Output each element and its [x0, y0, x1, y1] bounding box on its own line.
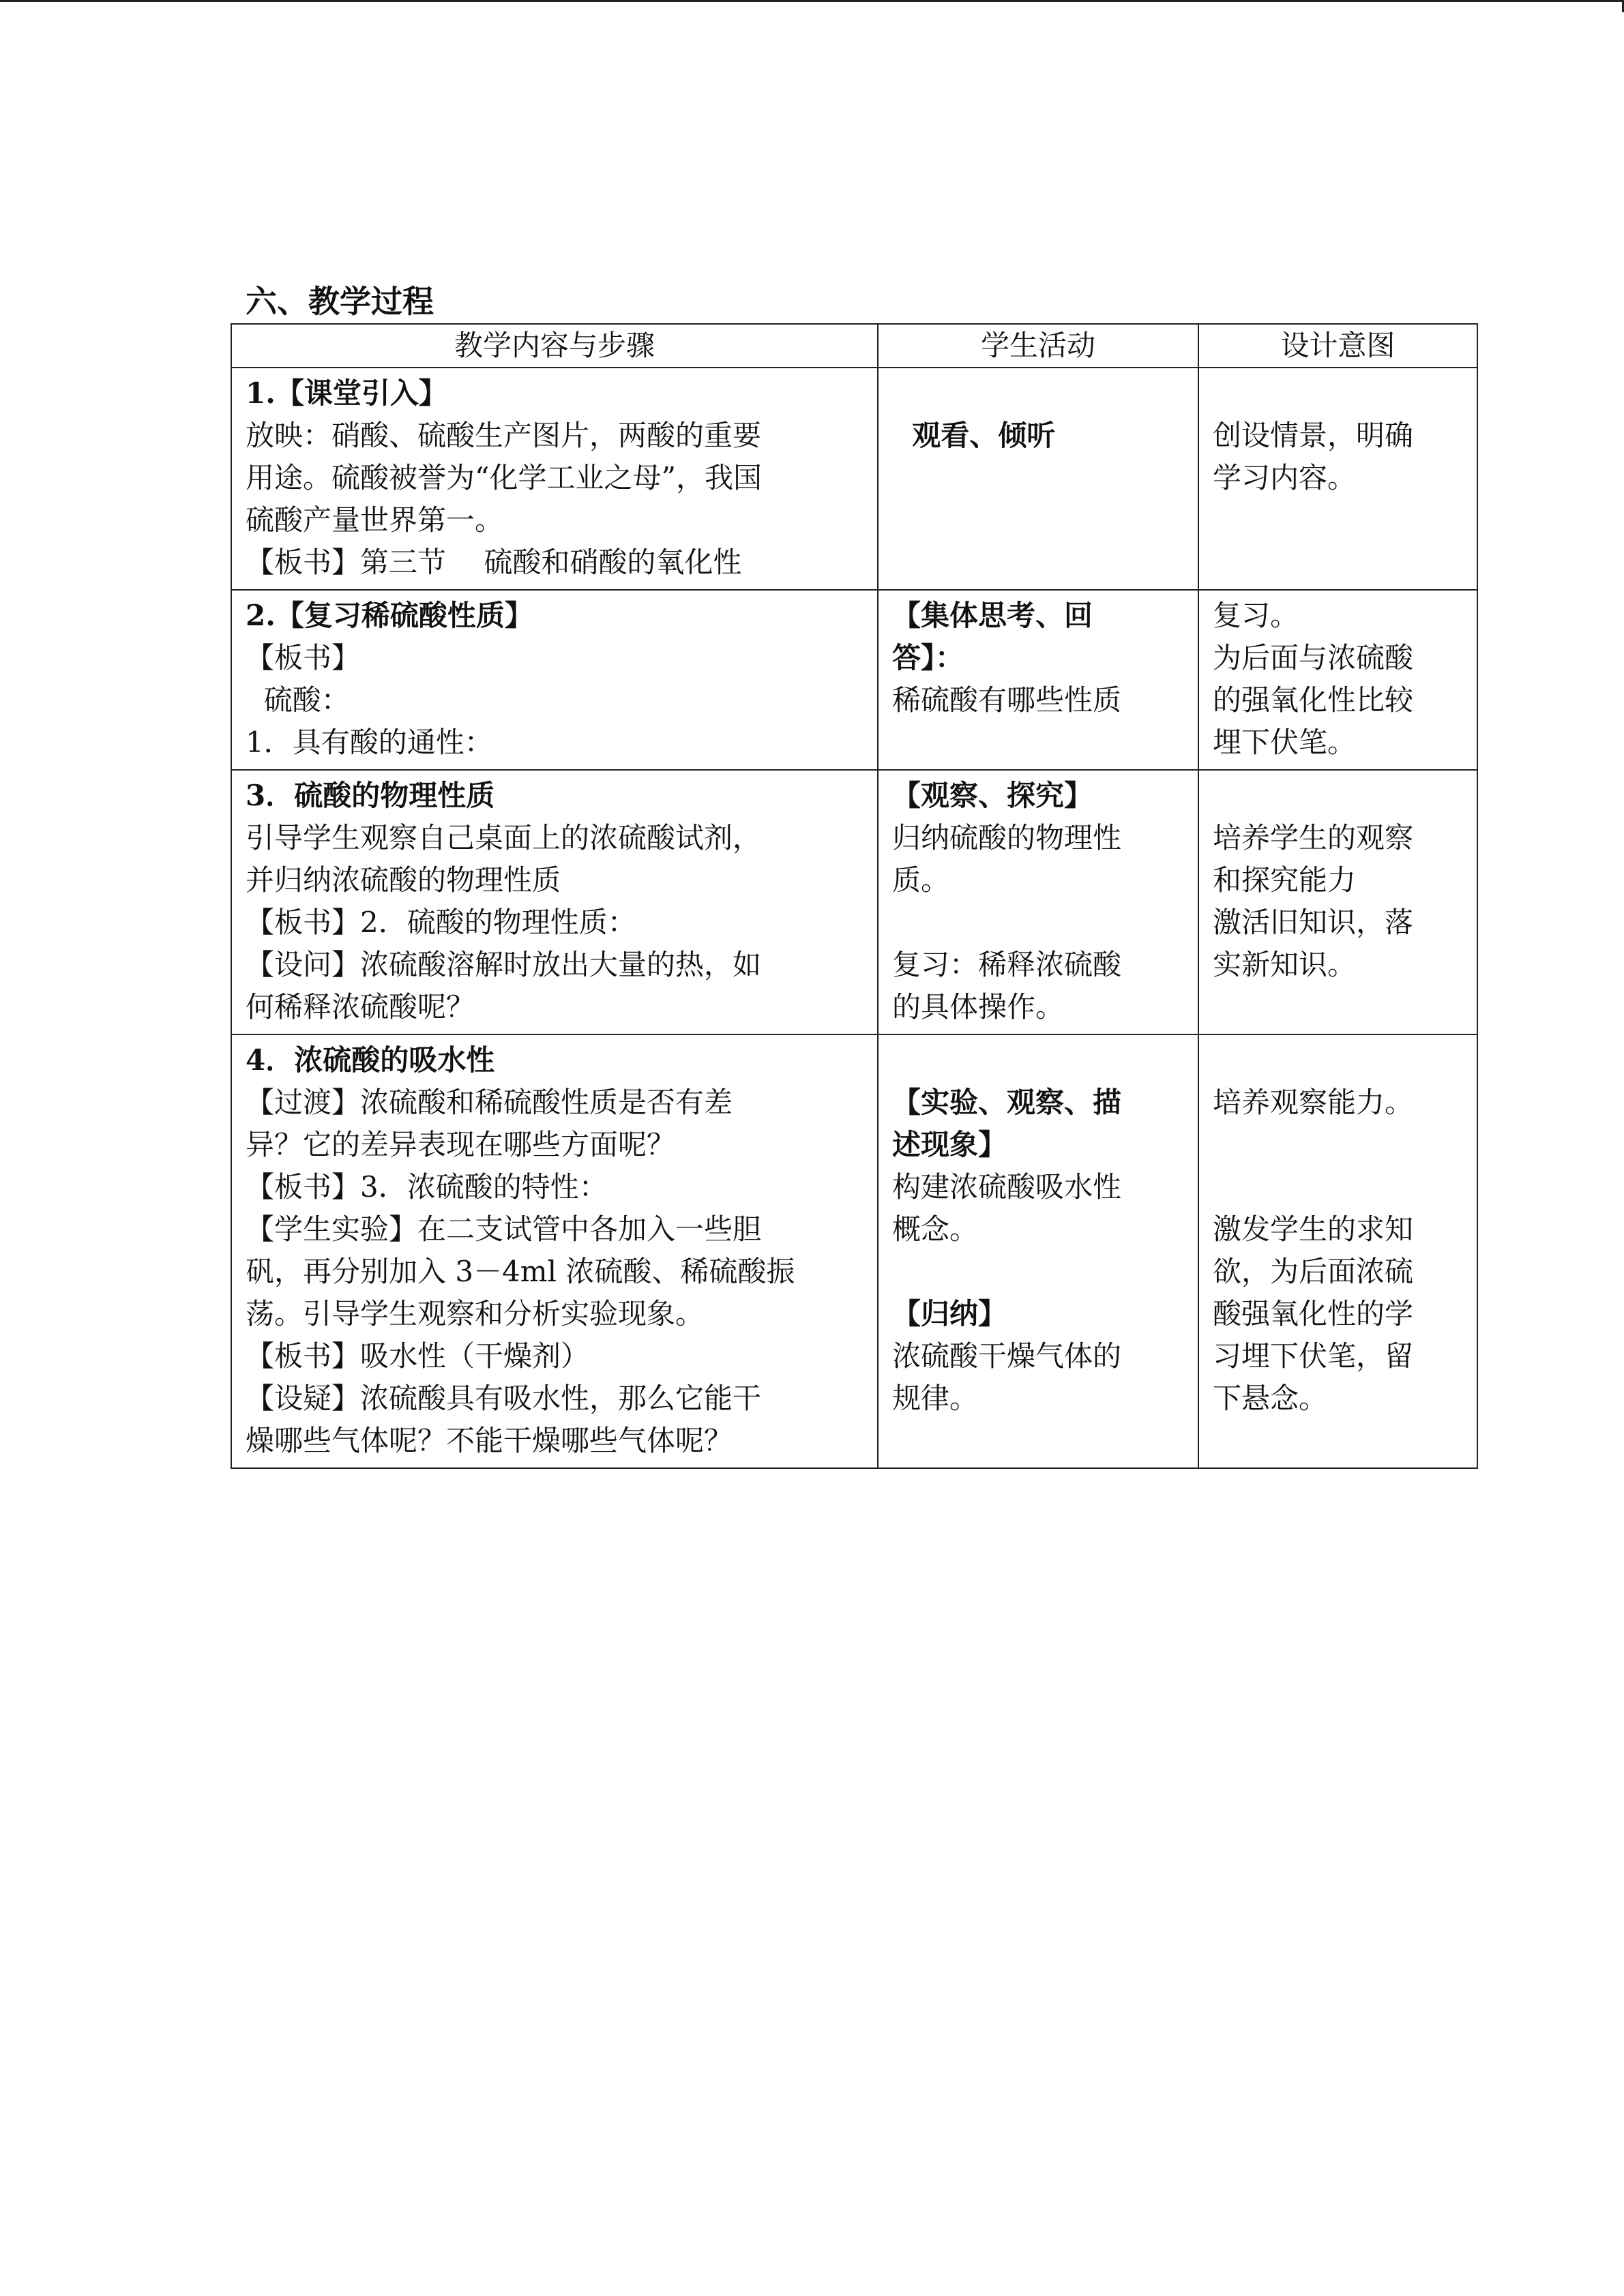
- activity-line: 答】：: [892, 641, 964, 674]
- activity-line: 规律。: [892, 1382, 979, 1415]
- content-line: 荡。引导学生观察和分析实验现象。: [246, 1297, 705, 1330]
- table-header-row: [231, 324, 1477, 368]
- header-student-activity: 学生活动: [878, 324, 1198, 368]
- activity-line: 概念。: [892, 1212, 979, 1246]
- activity-line: 【实验、观察、描: [892, 1086, 1122, 1119]
- table-row: [231, 368, 1477, 590]
- intent-cell: [1198, 368, 1477, 590]
- content-line: 硫酸：: [246, 683, 350, 717]
- content-cell: [231, 770, 878, 1034]
- activity-line: 浓硫酸干燥气体的: [892, 1339, 1122, 1373]
- spacer: [892, 901, 1184, 944]
- content-line: 硫酸产量世界第一。: [246, 503, 504, 537]
- intent-line: 酸强氧化性的学: [1213, 1297, 1414, 1330]
- activity-line: 观看、倾听: [892, 419, 1056, 452]
- intent-cell: [1198, 1034, 1477, 1468]
- activity-line: 述现象】: [892, 1128, 1007, 1161]
- activity-cell: [878, 368, 1198, 590]
- intent-line: 学习内容。: [1213, 461, 1357, 494]
- content-line: 何稀释浓硫酸呢？: [246, 990, 475, 1024]
- content-line: 燥哪些气体呢？不能干燥哪些气体呢？: [246, 1424, 733, 1457]
- activity-line: 【归纳】: [892, 1297, 1007, 1330]
- content-line: 引导学生观察自己桌面上的浓硫酸试剂，: [246, 821, 762, 854]
- intent-line: 培养学生的观察: [1213, 821, 1414, 854]
- step-heading: 1.【课堂引入】: [246, 376, 447, 410]
- spacer: [1213, 1039, 1463, 1082]
- spacer: [892, 372, 1184, 415]
- intent-line: 和探究能力: [1213, 863, 1357, 897]
- activity-line: 复习：稀释浓硫酸: [892, 948, 1122, 981]
- section-title: 六、教学过程: [246, 283, 434, 320]
- step-heading: 3．硫酸的物理性质: [246, 779, 495, 812]
- intent-line: 激活旧知识，落: [1213, 906, 1414, 939]
- activity-line: 【观察、探究】: [892, 779, 1093, 812]
- activity-line: 稀硫酸有哪些性质: [892, 683, 1122, 717]
- table-row: [231, 590, 1477, 770]
- activity-line: 构建浓硫酸吸水性: [892, 1170, 1122, 1204]
- table-row: [231, 1034, 1477, 1468]
- intent-line: 埋下伏笔。: [1213, 726, 1357, 759]
- intent-line: 创设情景，明确: [1213, 419, 1414, 452]
- content-cell: [231, 590, 878, 770]
- content-line: 用途。硫酸被誉为“化学工业之母”，我国: [246, 461, 762, 494]
- header-design-intent: 设计意图: [1198, 324, 1477, 368]
- content-line: 并归纳浓硫酸的物理性质: [246, 863, 561, 897]
- content-line: 【板书】3．浓硫酸的特性：: [246, 1170, 608, 1204]
- spacer: [892, 1251, 1184, 1293]
- intent-line: 复习。: [1213, 599, 1299, 632]
- intent-line: 欲，为后面浓硫: [1213, 1255, 1414, 1288]
- teaching-process-table: [231, 323, 1478, 1469]
- intent-cell: [1198, 590, 1477, 770]
- spacer: [1213, 372, 1463, 415]
- table-row: [231, 770, 1477, 1034]
- content-line: 【板书】: [246, 641, 361, 674]
- spacer: [1213, 775, 1463, 817]
- intent-line: 的强氧化性比较: [1213, 683, 1414, 717]
- activity-line: 质。: [892, 863, 950, 897]
- activity-cell: [878, 770, 1198, 1034]
- content-line: 【板书】吸水性（干燥剂）: [246, 1339, 590, 1373]
- intent-line: 培养观察能力。: [1213, 1086, 1414, 1119]
- spacer: [1213, 1166, 1463, 1208]
- header-content-steps: 教学内容与步骤: [231, 324, 878, 368]
- activity-line: 的具体操作。: [892, 990, 1065, 1024]
- content-line: 【设问】浓硫酸溶解时放出大量的热，如: [246, 948, 762, 981]
- intent-line: 习埋下伏笔，留: [1213, 1339, 1414, 1373]
- activity-line: 归纳硫酸的物理性: [892, 821, 1122, 854]
- content-line: 【板书】2．硫酸的物理性质：: [246, 906, 636, 939]
- intent-line: 为后面与浓硫酸: [1213, 641, 1414, 674]
- page-top-border: [0, 0, 1624, 2]
- activity-line: 【集体思考、回: [892, 599, 1093, 632]
- content-line: 【学生实验】在二支试管中各加入一些胆: [246, 1212, 762, 1246]
- activity-cell: [878, 1034, 1198, 1468]
- content-line: 1．具有酸的通性：: [246, 726, 493, 759]
- intent-line: 下悬念。: [1213, 1382, 1328, 1415]
- content-cell: [231, 368, 878, 590]
- intent-cell: [1198, 770, 1477, 1034]
- spacer: [1213, 1124, 1463, 1166]
- content-line: 矾，再分别加入 3－4ml 浓硫酸、稀硫酸振: [246, 1255, 795, 1288]
- step-heading: 2.【复习稀硫酸性质】: [246, 599, 533, 632]
- intent-line: 实新知识。: [1213, 948, 1357, 981]
- activity-cell: [878, 590, 1198, 770]
- content-cell: [231, 1034, 878, 1468]
- step-heading: 4．浓硫酸的吸水性: [246, 1043, 495, 1077]
- content-line: 异？它的差异表现在哪些方面呢？: [246, 1128, 676, 1161]
- spacer: [892, 1039, 1184, 1082]
- content-line: 放映：硝酸、硫酸生产图片，两酸的重要: [246, 419, 762, 452]
- content-line: 【过渡】浓硫酸和稀硫酸性质是否有差: [246, 1086, 733, 1119]
- content-line: 【设疑】浓硫酸具有吸水性，那么它能干: [246, 1382, 762, 1415]
- intent-line: 激发学生的求知: [1213, 1212, 1414, 1246]
- content-line: 【板书】第三节 硫酸和硝酸的氧化性: [246, 546, 742, 579]
